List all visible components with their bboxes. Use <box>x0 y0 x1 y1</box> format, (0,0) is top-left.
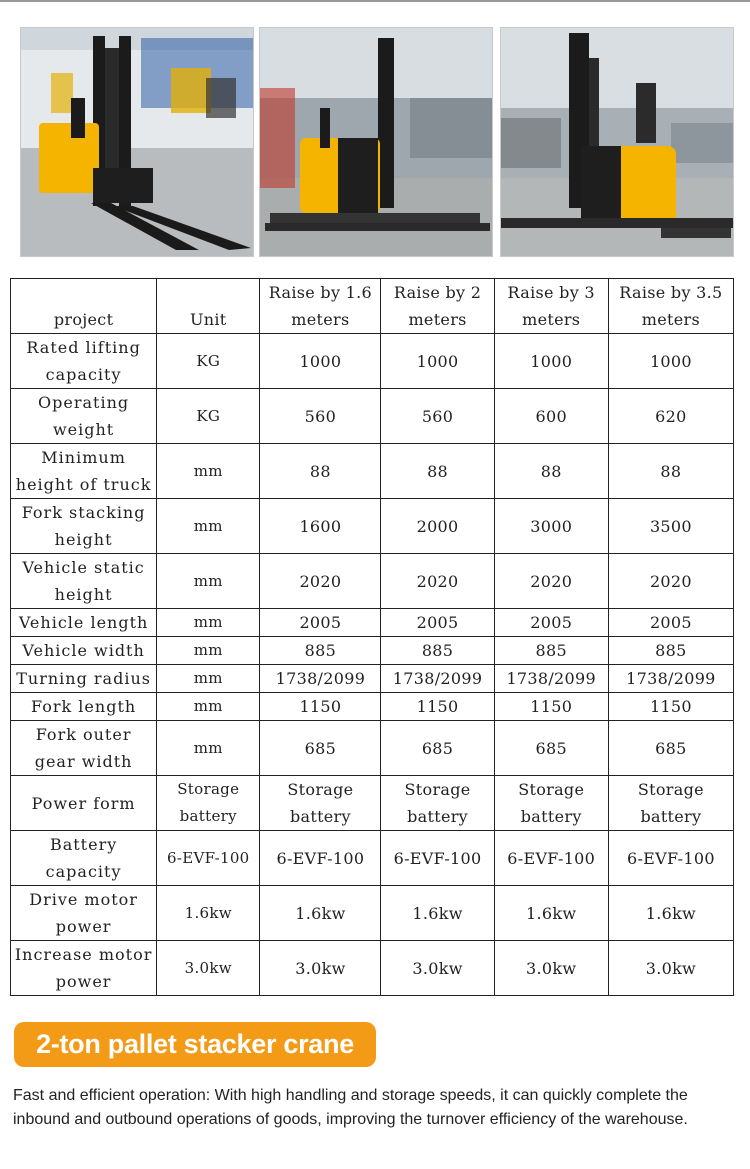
row-unit: mm <box>157 693 260 721</box>
row-value: 1000 <box>381 334 494 389</box>
row-unit: mm <box>157 665 260 693</box>
row-value: 3.0kw <box>381 941 494 996</box>
row-value: 1150 <box>260 693 381 721</box>
row-value: 1738/2099 <box>494 665 608 693</box>
row-value: 1.6kw <box>608 886 733 941</box>
row-value: 1000 <box>494 334 608 389</box>
row-label: Vehicle static height <box>11 554 157 609</box>
row-value: 2005 <box>494 609 608 637</box>
table-row <box>11 637 734 665</box>
table-row <box>11 499 734 554</box>
row-unit: mm <box>157 609 260 637</box>
table-row <box>11 693 734 721</box>
row-label: Drive motor power <box>11 886 157 941</box>
row-unit: KG <box>157 389 260 444</box>
row-value: 3.0kw <box>260 941 381 996</box>
row-label: Vehicle width <box>11 637 157 665</box>
table-row <box>11 444 734 499</box>
row-value: 2000 <box>381 499 494 554</box>
row-value: 1150 <box>381 693 494 721</box>
row-value: 2020 <box>260 554 381 609</box>
row-value: 685 <box>381 721 494 776</box>
row-value: 2020 <box>381 554 494 609</box>
row-value: 6-EVF-100 <box>381 831 494 886</box>
row-value: 88 <box>494 444 608 499</box>
row-value: 2005 <box>381 609 494 637</box>
row-unit: mm <box>157 637 260 665</box>
banner-title: 2-ton pallet stacker crane <box>36 1029 354 1059</box>
top-divider <box>0 0 750 2</box>
row-value: 620 <box>608 389 733 444</box>
row-value: 685 <box>260 721 381 776</box>
row-value: 2020 <box>608 554 733 609</box>
row-value: 6-EVF-100 <box>608 831 733 886</box>
row-value: 1.6kw <box>381 886 494 941</box>
row-label: Power form <box>11 776 157 831</box>
row-value: 600 <box>494 389 608 444</box>
row-value: 1.6kw <box>260 886 381 941</box>
row-value: 885 <box>608 637 733 665</box>
table-row <box>11 776 734 831</box>
row-value: 3500 <box>608 499 733 554</box>
row-value: 1600 <box>260 499 381 554</box>
table-row <box>11 334 734 389</box>
row-value: 1738/2099 <box>381 665 494 693</box>
row-value: 1150 <box>494 693 608 721</box>
description-text: Fast and efficient operation: With high handling and storage speeds, it can quickly complete the inbound and outbound operations of goods, improving the turnover efficiency of the warehouse. <box>13 1087 688 1128</box>
row-value: 1.6kw <box>494 886 608 941</box>
row-label: Vehicle length <box>11 609 157 637</box>
header-unit: Unit <box>157 279 260 334</box>
row-unit: 3.0kw <box>157 941 260 996</box>
table-row <box>11 389 734 444</box>
row-value: 685 <box>608 721 733 776</box>
row-value: 1150 <box>608 693 733 721</box>
row-value: Storage battery <box>260 776 381 831</box>
row-unit: KG <box>157 334 260 389</box>
row-value: 2005 <box>608 609 733 637</box>
row-label: Fork outer gear width <box>11 721 157 776</box>
header-col-4: Raise by 3.5 meters <box>608 279 733 334</box>
row-label: Turning radius <box>11 665 157 693</box>
row-label: Increase motor power <box>11 941 157 996</box>
row-value: 3.0kw <box>608 941 733 996</box>
row-value: 3000 <box>494 499 608 554</box>
row-value: 885 <box>381 637 494 665</box>
row-value: 3.0kw <box>494 941 608 996</box>
row-value: 1000 <box>260 334 381 389</box>
row-value: 885 <box>494 637 608 665</box>
row-value: 88 <box>608 444 733 499</box>
table-row <box>11 665 734 693</box>
table-row <box>11 886 734 941</box>
row-value: 88 <box>381 444 494 499</box>
row-label: Battery capacity <box>11 831 157 886</box>
title-banner <box>14 1022 376 1067</box>
stacker-photo-front <box>20 27 254 257</box>
row-value: Storage battery <box>608 776 733 831</box>
header-project: project <box>11 279 157 334</box>
row-value: 685 <box>494 721 608 776</box>
stacker-photo-side <box>259 27 493 257</box>
row-label: Fork stacking height <box>11 499 157 554</box>
row-value: 88 <box>260 444 381 499</box>
row-value: 560 <box>381 389 494 444</box>
row-value: 560 <box>260 389 381 444</box>
stacker-photo-back <box>500 27 734 257</box>
row-label: Minimum height of truck <box>11 444 157 499</box>
row-value: 1738/2099 <box>260 665 381 693</box>
row-unit: Storage battery <box>157 776 260 831</box>
row-value: 885 <box>260 637 381 665</box>
row-value: 1000 <box>608 334 733 389</box>
table-row <box>11 609 734 637</box>
row-unit: 6-EVF-100 <box>157 831 260 886</box>
row-value: 2005 <box>260 609 381 637</box>
table-row <box>11 831 734 886</box>
row-value: 6-EVF-100 <box>260 831 381 886</box>
table-row <box>11 941 734 996</box>
row-unit: mm <box>157 499 260 554</box>
table-row <box>11 721 734 776</box>
row-unit: 1.6kw <box>157 886 260 941</box>
row-value: 1738/2099 <box>608 665 733 693</box>
row-value: Storage battery <box>494 776 608 831</box>
header-col-2: Raise by 2 meters <box>381 279 494 334</box>
row-label: Rated lifting capacity <box>11 334 157 389</box>
header-col-3: Raise by 3 meters <box>494 279 608 334</box>
row-label: Operating weight <box>11 389 157 444</box>
row-label: Fork length <box>11 693 157 721</box>
row-unit: mm <box>157 721 260 776</box>
row-value: Storage battery <box>381 776 494 831</box>
row-unit: mm <box>157 554 260 609</box>
header-col-1: Raise by 1.6 meters <box>260 279 381 334</box>
table-row <box>11 554 734 609</box>
row-value: 2020 <box>494 554 608 609</box>
table-header-row <box>11 279 734 334</box>
row-unit: mm <box>157 444 260 499</box>
spec-table <box>10 278 734 996</box>
row-value: 6-EVF-100 <box>494 831 608 886</box>
